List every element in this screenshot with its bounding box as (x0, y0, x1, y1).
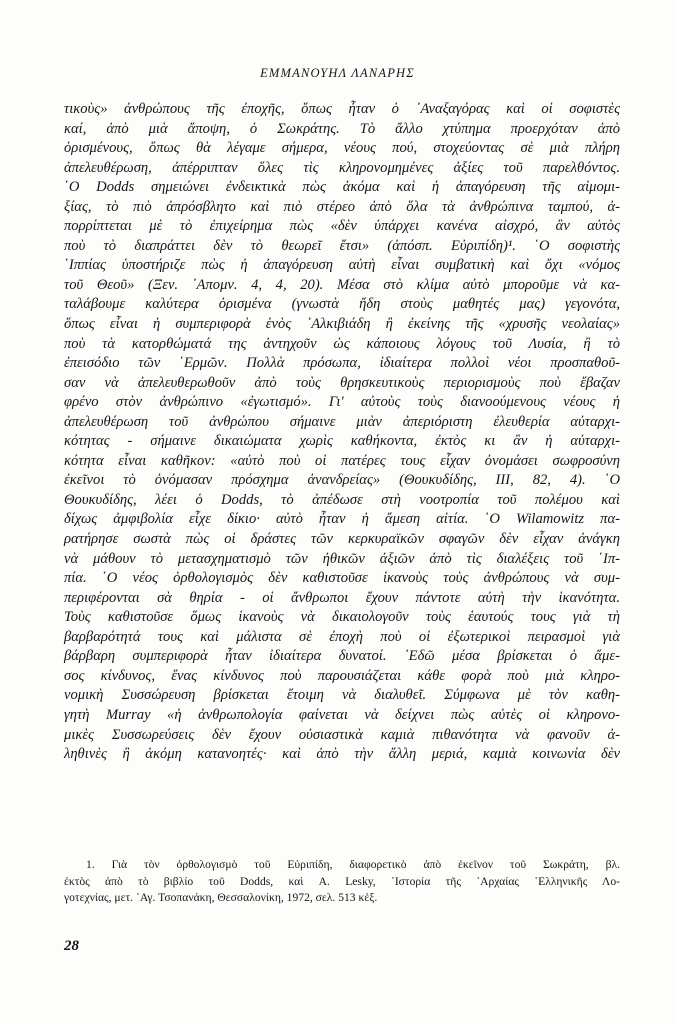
footnote (64, 857, 620, 907)
body-line: περιφέρονται σὰ θηρία - οἱ ἄνθρωποι ἔχουν πάντοτε αὐτὴ τὴν ἱκανότητα. (64, 589, 620, 606)
body-line: ξίας, τὸ πιὸ ἀπρόσβλητο καὶ πιὸ στέρεο ἀπὸ ὅλα τὰ ἀνθρώπινα ταμπού, ἀ- (64, 198, 620, 215)
body-line: ἐκεῖνοι τὸ ὀνόμασαν πρόσχημα ἀνανδρείας» (Θουκυδίδης, ΙΙΙ, 82, 4). ῾Ο (64, 472, 620, 489)
footnote-line: ἐκτὸς ἀπὸ τὸ βιβλίο τοῦ Dodds, καὶ A. Lesky, ῾Ιστορία τῆς ᾿Αρχαίας ῾Ελληνικῆς Λο- (64, 874, 620, 888)
body-line: ἐπεισόδιο τῶν ῾Ερμῶν. Πολλὰ πρόσωπα, ἰδιαίτερα πολλοὶ νέοι προσπαθοῦ- (64, 355, 620, 372)
body-line: μικὲς Συσσωρεύσεις δὲν ἔχουν οὐσιαστικὰ καμιὰ πιθανότητα νὰ φανοῦν ἀ- (64, 726, 620, 743)
body-line: ποὺ τὰ κατορθώματά της ἀντηχοῦν ὡς κάποιους λόγους τοῦ Λυσία, ἢ τὸ (64, 335, 620, 352)
body-line: ῾Ιππίας ὑποστήριζε πὼς ἡ ἀπαγόρευση αὐτὴ εἶναι συμβατικὴ καὶ ὄχι «νόμος (64, 257, 620, 274)
body-line: γητὴ Murray «ἡ ἀνθρωπολογία φαίνεται νὰ δείχνει πὼς αὐτὲς οἱ κληρονο- (64, 706, 620, 723)
body-line: ῾Ο Dodds σημειώνει ἐνδεικτικὰ πὼς ἀκόμα καὶ ἡ ἀπαγόρευση τῆς αἱμομι- (64, 179, 620, 196)
body-line: βάρβαρη συμπεριφορὰ ἦταν ἰδιαίτερα δυνατοί. ᾿Εδῶ μέσα βρίσκεται ὁ ἄμε- (64, 648, 620, 665)
footnote-line: γοτεχνίας, μετ. ᾿Αγ. Τσοπανάκη, Θεσσαλονίκη, 1972, σελ. 513 κἑξ. (64, 891, 378, 904)
body-line: πία. ῾Ο νέος ὀρθολογισμὸς δὲν καθιστοῦσε ἱκανοὺς τοὺς ἀνθρώπους νὰ συμ- (64, 570, 620, 587)
body-line: ταλάβουμε καλύτερα ὁρισμένα (γνωστὰ ἤδη στοὺς μαθητές μας) γεγονότα, (64, 296, 620, 313)
body-line: τικοὺς» ἀνθρώπους τῆς ἐποχῆς, ὅπως ἦταν ὁ ᾿Αναξαγόρας καὶ οἱ σοφιστὲς (64, 101, 620, 117)
body-line: τοῦ Θεοῦ» (Ξεν. ᾿Απομν. 4, 4, 20). Μέσα στὸ κλίμα αὐτὸ μποροῦμε νὰ κα- (64, 276, 620, 293)
body-line: βαρβαρότητά τους καὶ μάλιστα σὲ ἐποχὴ ποὺ οἱ ἐξωτερικοὶ πειρασμοὶ γιὰ (64, 628, 620, 645)
body-line: Θουκυδίδης, λέει ὁ Dodds, τὸ ἀπέδωσε στὴ νοοτροπία τοῦ πολέμου καὶ (64, 491, 620, 508)
body-text (64, 100, 620, 765)
running-head: ΕΜΜΑΝΟΥΗΛ ΛΑΝΑΡΗΣ (260, 66, 415, 80)
footnote-line: 1. Γιὰ τὸν ὀρθολογισμὸ τοῦ Εὐριπίδη, διαφορετικὸ ἀπὸ ἐκεῖνον τοῦ Σωκράτη, βλ. (86, 858, 620, 871)
body-line: νομικὴ Συσσώρευση βρίσκεται ἕτοιμη νὰ διαλυθεῖ. Σύμφωνα μὲ τὸν καθη- (64, 687, 620, 704)
body-line: σαν νὰ ἀπελευθερωθοῦν ἀπὸ τοὺς θρησκευτικοὺς περιορισμοὺς ποὺ ἔβαζαν (64, 374, 620, 391)
body-line: δίχως ἀμφιβολία εἶχε δίκιο· αὐτὸ ἦταν ἡ ἄμεση αἰτία. ῾Ο Wilamowitz πα- (64, 511, 620, 528)
body-line: ἀπελευθέρωση, ἀπέρριπταν ὅλες τὶς κληρονομημένες ἀξίες τοῦ παρελθόντος. (64, 159, 620, 176)
body-line: νὰ μάθουν τὸ μετασχηματισμὸ τῶν ἠθικῶν ἀξιῶν ἀπὸ τὶς διαλέξεις τοῦ ῾Ιπ- (64, 550, 620, 567)
body-line: ρατήρησε σωστὰ πὼς οἱ δράστες τῶν κερκυραϊκῶν σφαγῶν δὲν εἶχαν ἀνάγκη (64, 531, 620, 548)
body-line: ληθινὲς ἢ ἀκόμη κατανοητές· καὶ ἀπὸ τὴν ἄλλη μεριά, καμιὰ κοινωνία δὲν (64, 746, 620, 763)
body-line: ὁρισμένους, ὅπως θὰ λέγαμε σήμερα, νέους πού, στοχεύοντας σὲ μιὰ πλήρη (64, 140, 620, 157)
body-line: καί, ἀπὸ μιὰ ἄποψη, ὁ Σωκράτης. Τὸ ἄλλο χτύπημα προερχόταν ἀπὸ (64, 120, 620, 137)
body-line: σος κίνδυνος, ἕνας κίνδυνος ποὺ παρουσιάζεται κάθε φορὰ ποὺ μιὰ κληρο- (64, 667, 620, 684)
body-line: πορρίπτεται μὲ τὸ ἐπιχείρημα πὼς «δὲν ὑπάρχει κανένα αἰσχρό, ἂν αὐτὸς (64, 218, 620, 235)
body-line: κότητα εἶναι καθῆκον: «αὐτὸ ποὺ οἱ πατέρες τους εἶχαν ὀνομάσει σωφροσύνη (64, 452, 620, 469)
body-line: ἀπελευθέρωση τοῦ ἀνθρώπου σήμαινε μιὰν ἀπεριόριστη ἐλευθερία αὐταρχι- (64, 413, 620, 430)
body-line: φρένο στὸν ἀνθρώπινο «ἐγωτισμό». Γι' αὐτοὺς τοὺς διανοούμενους νέους ἡ (64, 394, 620, 411)
page-number: 28 (64, 938, 79, 954)
body-line: κότητας - σήμαινε δικαιώματα χωρὶς καθήκοντα, ἐκτὸς κι ἂν ἡ αὐταρχι- (64, 433, 620, 450)
body-line: ποὺ τὸ διαπράττει δὲν τὸ θεωρεῖ ἔτσι» (ἀπόσπ. Εὐριπίδη)¹. ῾Ο σοφιστὴς (64, 237, 620, 254)
body-line: Τοὺς καθιστοῦσε ὅμως ἱκανοὺς νὰ δικαιολογοῦν τοὺς ἑαυτούς τους γιὰ τὴ (64, 609, 620, 626)
body-line: ὅπως εἶναι ἡ συμπεριφορὰ ἑνὸς ᾿Αλκιβιάδη ἢ ἐκείνης τῆς «χρυσῆς νεολαίας» (64, 316, 620, 333)
